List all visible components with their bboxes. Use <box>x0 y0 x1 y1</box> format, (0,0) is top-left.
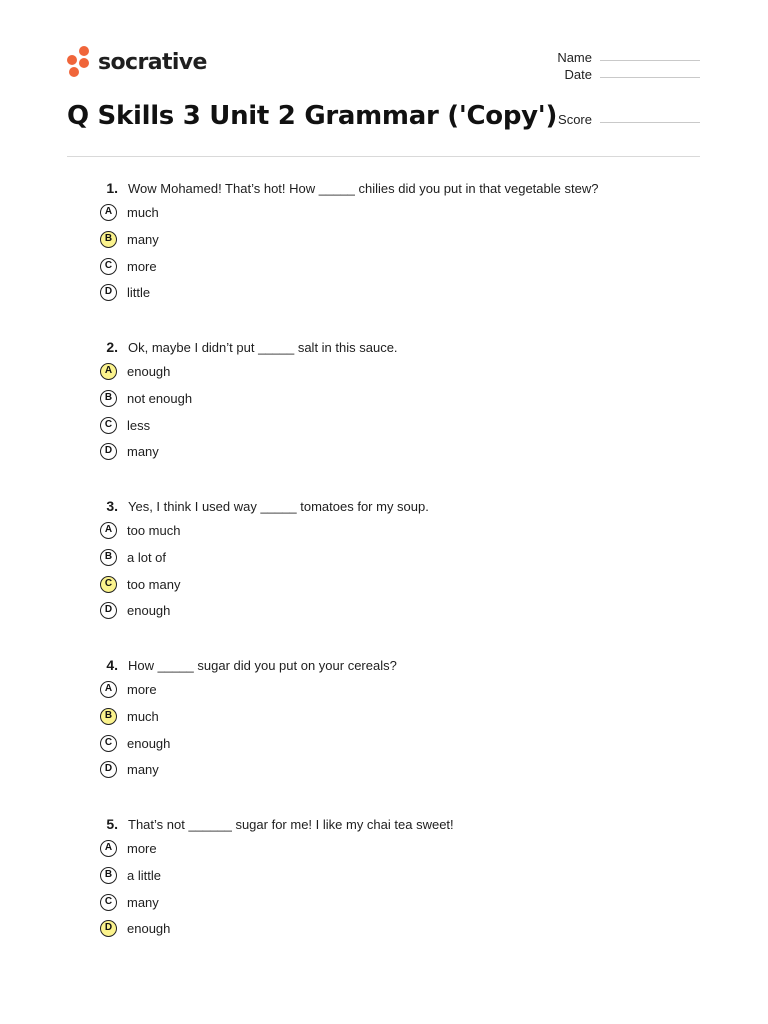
answer-option-c <box>100 415 150 435</box>
option-letter-badge: B <box>100 549 117 566</box>
question-header <box>0 179 768 199</box>
option-text: more <box>127 258 157 274</box>
option-letter-badge: A <box>100 681 117 698</box>
option-text: less <box>127 417 151 433</box>
answer-option-b <box>100 229 159 249</box>
question-header <box>0 338 768 358</box>
option-letter-badge: B <box>100 390 117 407</box>
socrative-logo <box>67 45 207 79</box>
question-text: Yes, I think I used way _____ tomatoes for my soup. <box>128 499 429 514</box>
header-divider <box>67 156 700 157</box>
score-label: Score <box>558 112 592 127</box>
option-letter-badge: D <box>100 602 117 619</box>
answer-option-b <box>100 865 161 885</box>
question-text: Wow Mohamed! That’s hot! How _____ chilies did you put in that vegetable stew? <box>128 181 599 196</box>
answer-option-b <box>100 547 166 567</box>
option-text: too many <box>127 576 181 592</box>
option-letter-badge: D <box>100 284 117 301</box>
question-header <box>0 656 768 676</box>
question-text: That’s not ______ sugar for me! I like my chai tea sweet! <box>128 817 454 832</box>
answer-option-c <box>100 892 159 912</box>
answer-option-c <box>100 574 180 594</box>
question-5 <box>0 815 768 974</box>
correct-answer-badge: B <box>100 231 117 248</box>
answer-option-c <box>100 256 157 276</box>
option-text: too much <box>127 522 181 538</box>
score-line <box>600 122 700 123</box>
correct-answer-badge: D <box>100 920 117 937</box>
option-text: more <box>127 840 157 856</box>
answer-option-d <box>100 600 170 620</box>
option-letter-badge: C <box>100 894 117 911</box>
correct-answer-badge: A <box>100 363 117 380</box>
option-text: a lot of <box>127 549 167 565</box>
answer-option-d <box>100 918 170 938</box>
question-number: 1. <box>106 180 118 196</box>
answer-option-b <box>100 706 159 726</box>
question-3 <box>0 497 768 656</box>
question-4 <box>0 656 768 815</box>
option-letter-badge: B <box>100 867 117 884</box>
score-field <box>558 112 700 127</box>
question-number: 4. <box>106 657 118 673</box>
option-text: enough <box>127 602 171 618</box>
option-letter-badge: A <box>100 840 117 857</box>
option-text: many <box>127 443 159 459</box>
date-label: Date <box>564 67 592 82</box>
name-field <box>557 50 700 65</box>
option-letter-badge: C <box>100 735 117 752</box>
option-text: enough <box>127 735 171 751</box>
answer-option-a <box>100 838 157 858</box>
answer-option-d <box>100 441 159 461</box>
answer-option-d <box>100 282 150 302</box>
option-letter-badge: A <box>100 522 117 539</box>
correct-answer-badge: C <box>100 576 117 593</box>
option-text: much <box>127 708 159 724</box>
brand-name: socrative <box>98 49 207 75</box>
question-2 <box>0 338 768 497</box>
socrative-logo-icon <box>67 46 91 78</box>
answer-option-b <box>100 388 192 408</box>
question-number: 2. <box>106 339 118 355</box>
answer-option-a <box>100 679 157 699</box>
date-line <box>600 77 700 78</box>
option-text: many <box>127 761 159 777</box>
option-text: enough <box>127 363 171 379</box>
answer-option-a <box>100 361 170 381</box>
question-number: 5. <box>106 816 118 832</box>
option-text: little <box>127 284 151 300</box>
option-letter-badge: A <box>100 204 117 221</box>
question-text: Ok, maybe I didn’t put _____ salt in this sauce. <box>128 340 398 355</box>
page-title: Q Skills 3 Unit 2 Grammar ('Copy') <box>67 101 558 131</box>
option-text: much <box>127 204 159 220</box>
name-line <box>600 60 700 61</box>
answer-option-a <box>100 520 180 540</box>
option-letter-badge: D <box>100 443 117 460</box>
answer-option-d <box>100 759 159 779</box>
answer-option-a <box>100 202 159 222</box>
option-text: not enough <box>127 390 193 406</box>
option-text: enough <box>127 920 171 936</box>
option-letter-badge: C <box>100 417 117 434</box>
option-text: many <box>127 894 159 910</box>
answer-option-c <box>100 733 170 753</box>
date-field <box>565 67 700 82</box>
name-label: Name <box>557 50 592 65</box>
option-letter-badge: D <box>100 761 117 778</box>
question-list <box>0 179 768 974</box>
question-1 <box>0 179 768 338</box>
question-text: How _____ sugar did you put on your cereals? <box>128 658 397 673</box>
question-number: 3. <box>106 498 118 514</box>
correct-answer-badge: B <box>100 708 117 725</box>
question-header <box>0 815 768 835</box>
option-text: a little <box>127 867 161 883</box>
option-text: more <box>127 681 157 697</box>
option-text: many <box>127 231 159 247</box>
option-letter-badge: C <box>100 258 117 275</box>
question-header <box>0 497 768 517</box>
